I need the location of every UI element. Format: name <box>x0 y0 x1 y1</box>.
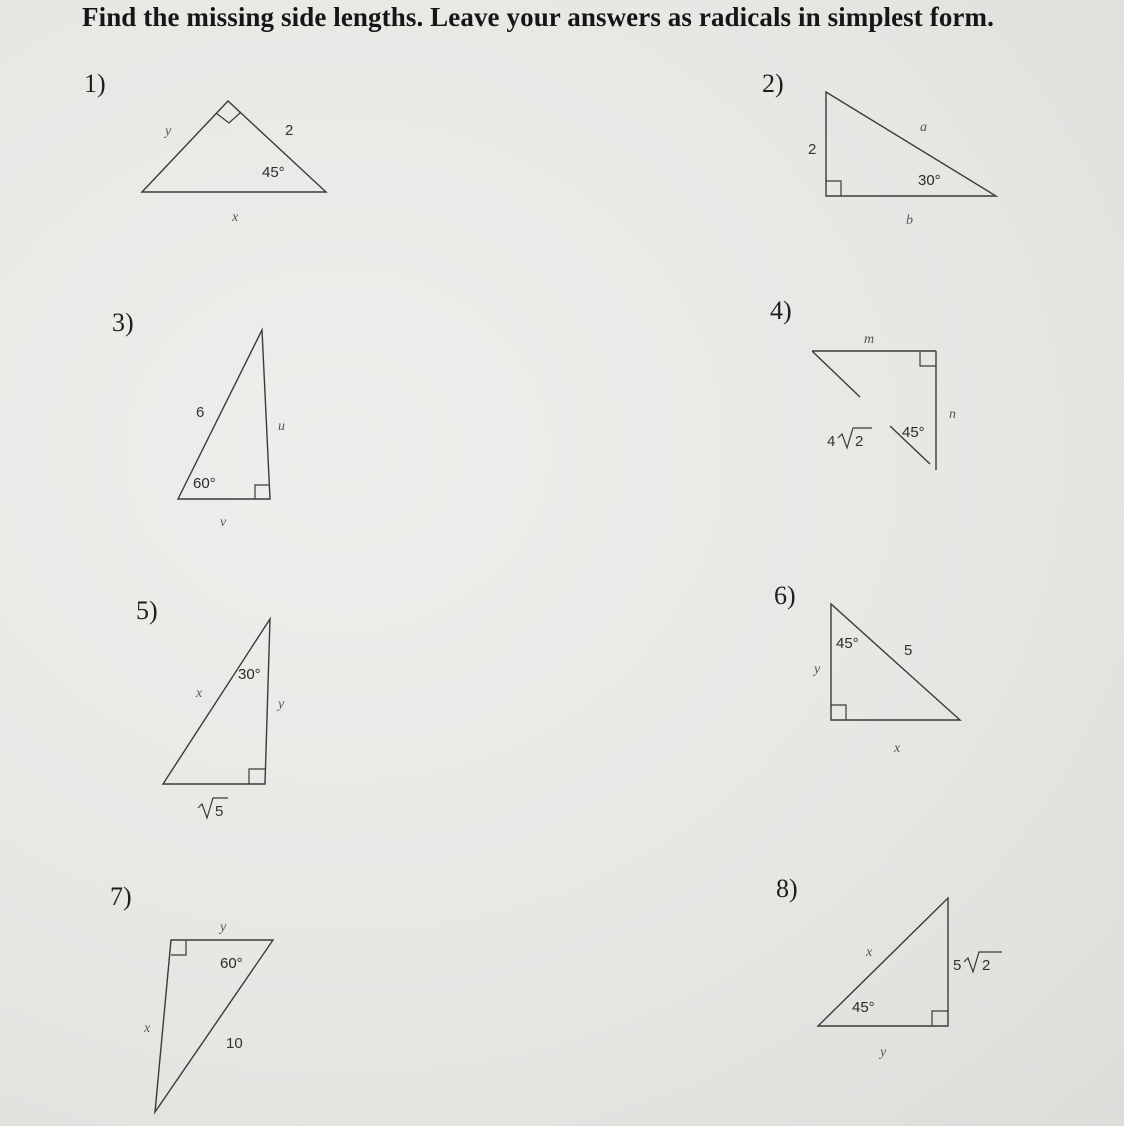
label-8-coef: 5 <box>953 957 962 974</box>
label-2-angle: 30° <box>918 172 941 189</box>
label-4-angle: 45° <box>902 424 925 441</box>
triangle-figure-4 <box>812 332 956 470</box>
triangle-4-hyp-upper <box>812 351 860 397</box>
label-1-2: 2 <box>285 122 294 139</box>
right-angle-mark-8 <box>932 1011 948 1026</box>
label-1-y: y <box>165 124 172 139</box>
triangle-figure-8 <box>818 898 1002 1060</box>
label-4-m: m <box>864 332 875 347</box>
page-title: Find the missing side lengths. Leave your answers as radicals in simplest form. <box>82 2 994 32</box>
right-angle-mark-5 <box>249 769 265 784</box>
label-3-angle: 60° <box>193 475 216 492</box>
label-4-n: n <box>949 407 956 422</box>
right-angle-mark-7 <box>171 940 186 955</box>
right-angle-mark-2 <box>826 181 841 196</box>
label-1-x: x <box>232 210 239 225</box>
problem-number-3: 3) <box>112 308 134 337</box>
label-5-angle: 30° <box>238 666 261 683</box>
right-angle-mark-1 <box>216 112 241 123</box>
label-6-5: 5 <box>904 642 913 659</box>
right-angle-mark-3 <box>255 485 269 499</box>
label-4-coef: 4 <box>827 433 836 450</box>
problem-number-4: 4) <box>770 296 792 325</box>
label-8-rad: 2 <box>982 957 991 974</box>
label-6-x: x <box>894 741 901 756</box>
label-6-angle: 45° <box>836 635 859 652</box>
label-7-x: x <box>144 1021 151 1036</box>
problem-number-1: 1) <box>84 69 106 98</box>
triangle-figure-5 <box>163 619 285 820</box>
label-3-u: u <box>278 419 285 434</box>
label-3-6: 6 <box>196 404 205 421</box>
triangle-figure-3 <box>178 330 285 530</box>
triangle-5-shape <box>163 619 270 784</box>
triangle-7-shape <box>155 940 273 1112</box>
triangle-figure-7 <box>143 920 273 1112</box>
label-5-x: x <box>196 686 203 701</box>
label-8-angle: 45° <box>852 999 875 1016</box>
right-angle-mark-6 <box>831 705 846 720</box>
problem-number-8: 8) <box>776 874 798 903</box>
triangle-figure-6 <box>812 604 960 756</box>
label-7-10: 10 <box>226 1035 243 1052</box>
problem-number-6: 6) <box>774 581 796 610</box>
label-5-rad: 5 <box>215 803 224 820</box>
problem-number-2: 2) <box>762 69 784 98</box>
triangle-8-shape <box>818 898 948 1026</box>
problem-number-7: 7) <box>110 882 132 911</box>
label-4-rad: 2 <box>855 433 864 450</box>
triangle-2-shape <box>826 92 996 196</box>
label-6-y: y <box>814 662 821 677</box>
label-7-y: y <box>220 920 227 935</box>
sqrt-sign-5 <box>198 798 228 818</box>
triangle-1-shape <box>142 101 326 192</box>
label-2-b: b <box>906 213 913 228</box>
triangle-6-shape <box>831 604 960 720</box>
label-3-v: v <box>220 515 227 530</box>
triangle-figure-2 <box>808 92 996 228</box>
label-7-angle: 60° <box>220 955 243 972</box>
right-angle-mark-4 <box>920 351 936 366</box>
label-8-y: y <box>880 1045 887 1060</box>
triangle-figure-1 <box>142 101 326 225</box>
label-8-x: x <box>866 945 873 960</box>
label-2-a: a <box>920 120 927 135</box>
label-2-2: 2 <box>808 141 817 158</box>
triangle-3-shape <box>178 330 270 499</box>
label-1-angle: 45° <box>262 164 285 181</box>
label-5-y: y <box>278 697 285 712</box>
problem-number-5: 5) <box>136 596 158 625</box>
